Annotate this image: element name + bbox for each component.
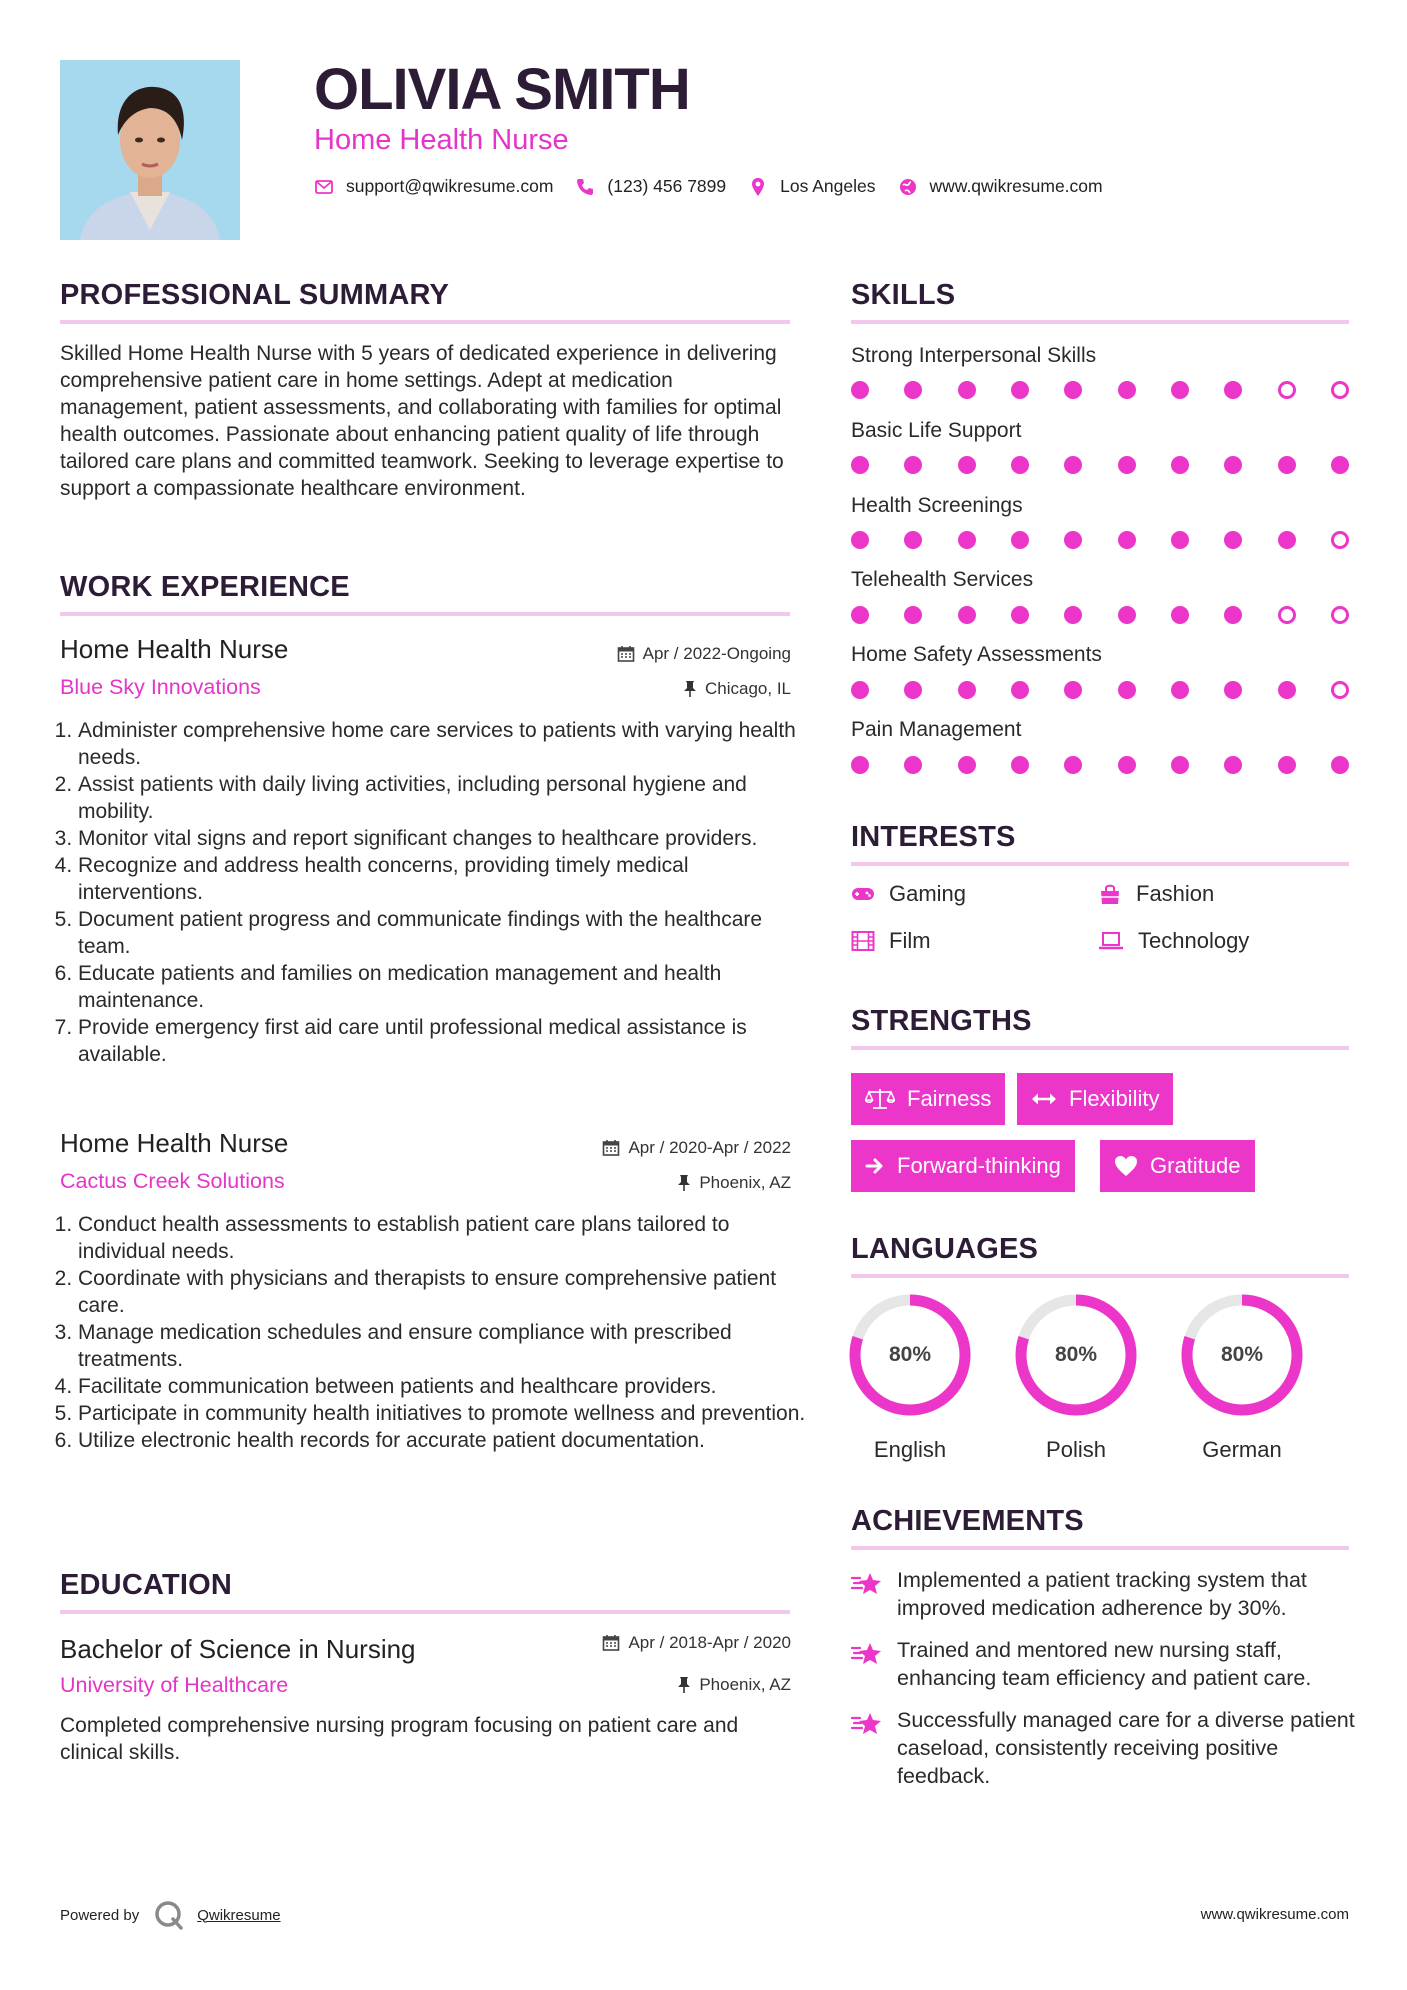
profile-photo [60,60,240,240]
skill-rating [851,756,1349,776]
skill-dot-filled [851,606,869,624]
strength-badge [1017,1073,1173,1125]
skill-dot-filled [904,381,922,399]
skill-dot-filled [1224,606,1242,624]
skill-dot-filled [1011,456,1029,474]
pushpin-icon [683,680,697,698]
languages-divider [851,1274,1349,1278]
achievement-item [851,1566,1377,1622]
job-location-text: Phoenix, AZ [699,1173,791,1192]
job-location [677,1172,791,1194]
skill-dot-filled [1011,381,1029,399]
skill-dot-filled [1118,681,1136,699]
skill-dot-filled [1118,606,1136,624]
skill-label: Home Safety Assessments [851,643,1102,666]
skill-dot-filled [851,756,869,774]
summary-text: Skilled Home Health Nurse with 5 years of dedicated experience in delivering comprehensive patient care in home settings. Adept at medication management, patient assessments, and collaborating with families for optimal health outcomes. Passionate about enhancing patient quality of life through tailored care plans and committed teamwork. Seeking to leverage expertise to support a compassionate healthcare environment. [60,342,784,500]
skill-label: Pain Management [851,718,1022,741]
job-dates-text: Apr / 2022-Ongoing [642,644,791,663]
qwikresume-link[interactable]: Qwikresume [197,1906,281,1924]
summary-divider [60,320,790,324]
list-item: 3. Monitor vital signs and report significant changes to healthcare providers. [78,825,818,852]
job-company: Blue Sky Innovations [60,675,261,699]
job-duties-list [60,1211,818,1454]
avatar [60,60,240,240]
pushpin-icon [677,1676,691,1694]
strength-label: Flexibility [1069,1086,1160,1111]
interest-item [851,881,966,907]
language-item [1180,1293,1304,1462]
skill-dot-filled [1278,456,1296,474]
summary-heading: PROFESSIONAL SUMMARY [60,279,450,311]
list-item: 6. Utilize electronic health records for accurate patient documentation. [78,1427,818,1454]
skill-dot-filled [904,531,922,549]
list-item: 5. Participate in community health initiatives to promote wellness and prevention. [78,1400,818,1427]
phone-icon [575,177,595,197]
strengths-divider [851,1046,1349,1050]
skill-dot-filled [958,456,976,474]
strength-label: Fairness [907,1086,992,1111]
calendar-icon [602,1139,620,1157]
list-item: 3. Manage medication schedules and ensure compliance with prescribed treatments. [78,1319,818,1373]
interest-label: Technology [1138,928,1250,953]
contact-phone[interactable]: (123) 456 7899 [607,176,727,196]
skill-dot-filled [1064,606,1082,624]
envelope-icon [314,177,334,197]
education-dates-text: Apr / 2018-Apr / 2020 [628,1633,791,1652]
degree-title: Bachelor of Science in Nursing [60,1634,416,1664]
skill-dot-filled [1224,756,1242,774]
powered-by-label: Powered by [60,1906,140,1924]
skill-dot-filled [1064,681,1082,699]
education-location-text: Phoenix, AZ [699,1675,791,1694]
interest-label: Fashion [1136,881,1215,906]
skill-dot-filled [904,606,922,624]
list-item: 6. Educate patients and families on medication management and health maintenance. [78,960,818,1014]
skill-dot-filled [1278,681,1296,699]
job-title: Home Health Nurse [60,634,289,664]
skill-dot-filled [1224,531,1242,549]
skill-dot-filled [1118,531,1136,549]
list-item: 5. Document patient progress and communicate findings with the healthcare team. [78,906,818,960]
skill-dot-filled [904,756,922,774]
skill-dot-empty [1278,381,1296,399]
strength-label: Forward-thinking [897,1153,1061,1178]
interest-item [1098,928,1249,954]
job-company: Cactus Creek Solutions [60,1169,285,1193]
skill-dot-filled [958,756,976,774]
list-item: 1. Administer comprehensive home care services to patients with varying health needs. [78,717,818,771]
skill-rating [851,456,1349,476]
footer-powered-by [60,1900,281,1930]
job-dates [617,643,791,665]
skill-dot-filled [1171,456,1189,474]
skill-label: Telehealth Services [851,568,1034,591]
shooting-star-icon [851,1640,883,1668]
job-title: Home Health Nurse [60,1128,289,1158]
language-name: Polish [1046,1437,1106,1462]
skill-rating [851,606,1349,626]
calendar-icon [602,1634,620,1652]
balance-scale-icon [865,1087,895,1111]
list-item: 4. Recognize and address health concerns, providing timely medical interventions. [78,852,818,906]
skill-dot-filled [1011,606,1029,624]
strength-badge [851,1140,1075,1192]
skill-dot-filled [958,531,976,549]
list-item: 7. Provide emergency first aid care until professional medical assistance is available. [78,1014,818,1068]
job-location [683,678,791,700]
skill-dot-filled [1171,756,1189,774]
shooting-star-icon [851,1570,883,1598]
skill-dot-empty [1331,531,1349,549]
skill-rating [851,381,1349,401]
pushpin-icon [677,1174,691,1192]
job-duties-list [60,717,818,1068]
contact-email[interactable]: support@qwikresume.com [346,176,554,196]
shooting-star-icon [851,1710,883,1738]
skill-dot-empty [1278,606,1296,624]
skill-dot-filled [1171,606,1189,624]
laptop-icon [1098,930,1124,952]
skill-dot-filled [1331,456,1349,474]
achievement-text: Successfully managed care for a diverse patient caseload, consistently receiving positive feedback. [897,1708,1355,1788]
skill-dot-filled [1171,381,1189,399]
skill-label: Health Screenings [851,494,1023,517]
education-divider [60,1610,790,1614]
interest-item [1098,881,1214,907]
experience-heading: WORK EXPERIENCE [60,571,350,603]
skill-dot-filled [1011,681,1029,699]
map-pin-icon [748,177,768,197]
skill-dot-filled [958,606,976,624]
contact-website[interactable]: www.qwikresume.com [929,176,1103,196]
skill-dot-filled [1224,381,1242,399]
school-name: University of Healthcare [60,1673,289,1697]
skill-dot-filled [1171,531,1189,549]
qwikresume-logo-icon [153,1900,187,1930]
list-item: 4. Facilitate communication between patients and healthcare providers. [78,1373,818,1400]
strengths-heading: STRENGTHS [851,1005,1032,1037]
experience-divider [60,612,790,616]
skill-dot-filled [958,681,976,699]
skill-dot-filled [904,681,922,699]
gamepad-icon [851,884,875,904]
skill-dot-empty [1331,606,1349,624]
skill-dot-filled [1011,531,1029,549]
achievement-item [851,1706,1377,1790]
skill-dot-filled [851,681,869,699]
skill-dot-filled [1278,756,1296,774]
language-name: English [873,1437,947,1462]
skill-dot-empty [1331,381,1349,399]
language-percent: 80% [888,1343,932,1366]
skill-dot-filled [1064,456,1082,474]
language-name: German [1202,1437,1282,1462]
arrows-horizontal-icon [1031,1092,1057,1106]
film-icon [851,930,875,952]
achievement-text: Trained and mentored new nursing staff, enhancing team efficiency and patient care. [897,1638,1312,1690]
contact-bar [314,176,1125,197]
interest-label: Gaming [889,881,967,906]
skill-dot-filled [1331,756,1349,774]
skill-dot-filled [1118,381,1136,399]
interests-heading: INTERESTS [851,821,1016,853]
achievement-text: Implemented a patient tracking system that improved medication adherence by 30%. [897,1568,1307,1620]
achievements-heading: ACHIEVEMENTS [851,1505,1084,1537]
skill-dot-filled [1118,456,1136,474]
skill-rating [851,681,1349,701]
skill-dot-empty [1331,681,1349,699]
skill-dot-filled [1224,456,1242,474]
education-description: Completed comprehensive nursing program focusing on patient care and clinical skills. [60,1714,739,1764]
language-item [848,1293,972,1462]
list-item: 1. Conduct health assessments to establish patient care plans tailored to individual needs. [78,1211,818,1265]
interest-item [851,928,931,954]
languages-heading: LANGUAGES [851,1233,1039,1265]
education-dates [602,1632,791,1654]
skill-dot-filled [1224,681,1242,699]
skill-dot-filled [1064,381,1082,399]
skill-label: Strong Interpersonal Skills [851,344,1097,367]
skill-label: Basic Life Support [851,419,1022,442]
list-item: 2. Coordinate with physicians and therapists to ensure comprehensive patient care. [78,1265,818,1319]
skill-dot-filled [851,381,869,399]
skill-dot-filled [851,531,869,549]
language-percent: 80% [1220,1343,1264,1366]
skill-dot-filled [1118,756,1136,774]
job-location-text: Chicago, IL [705,679,791,698]
arrow-right-icon [865,1156,885,1176]
language-percent: 80% [1054,1343,1098,1366]
skill-dot-filled [1171,681,1189,699]
job-dates [602,1137,791,1159]
skill-dot-filled [851,456,869,474]
strength-label: Gratitude [1150,1153,1241,1178]
interests-divider [851,862,1349,866]
skill-dot-filled [904,456,922,474]
footer-website[interactable]: www.qwikresume.com [1200,1906,1349,1923]
skills-divider [851,320,1349,324]
candidate-role: Home Health Nurse [314,124,569,156]
candidate-name: OLIVIA SMITH [314,57,690,122]
strength-badge [1100,1140,1255,1192]
achievement-item [851,1636,1377,1692]
strength-badge [851,1073,1005,1125]
skill-dot-filled [1278,531,1296,549]
skill-dot-filled [1064,756,1082,774]
skills-heading: SKILLS [851,279,956,311]
globe-icon [898,177,918,197]
skill-dot-filled [1011,756,1029,774]
achievements-divider [851,1546,1349,1550]
list-item: 2. Assist patients with daily living activities, including personal hygiene and mobility. [78,771,818,825]
skill-rating [851,531,1349,551]
calendar-icon [617,645,635,663]
skill-dot-filled [1064,531,1082,549]
education-location [677,1674,791,1696]
job-dates-text: Apr / 2020-Apr / 2022 [628,1138,791,1157]
education-heading: EDUCATION [60,1569,233,1601]
skill-dot-filled [958,381,976,399]
language-item [1014,1293,1138,1462]
shopping-bag-icon [1098,883,1122,905]
contact-location: Los Angeles [780,176,876,196]
heart-icon [1114,1155,1138,1177]
interest-label: Film [889,928,931,953]
